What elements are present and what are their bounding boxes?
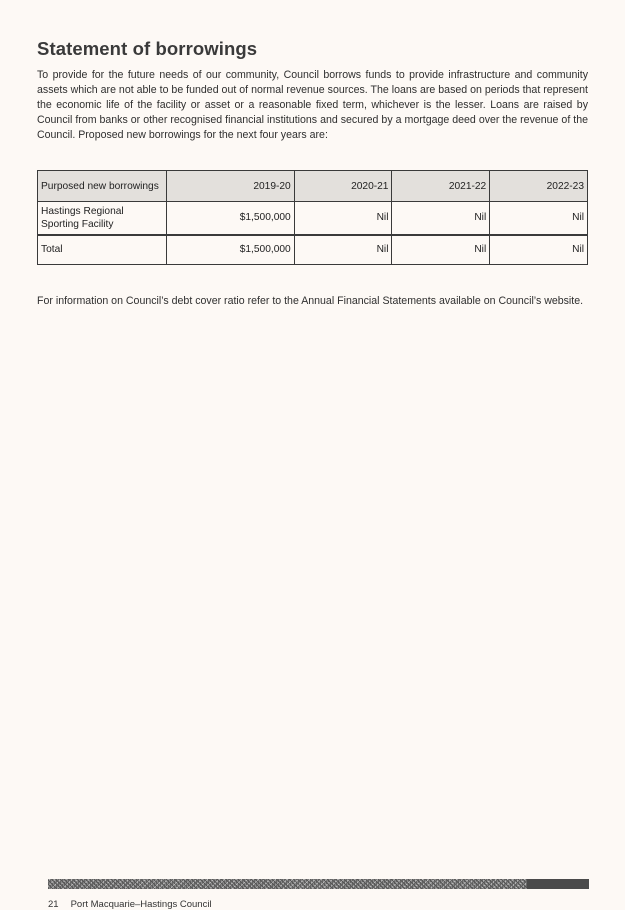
total-2020-21: Nil (294, 235, 392, 265)
row-value-2019-20: $1,500,000 (167, 202, 295, 235)
row-value-2022-23: Nil (490, 202, 588, 235)
header-2021-22: 2021-22 (392, 171, 490, 202)
row-label: Hastings Regional Sporting Facility (38, 202, 167, 235)
footer-organisation: Port Macquarie–Hastings Council (70, 899, 212, 910)
header-2020-21: 2020-21 (294, 171, 392, 202)
page-number: 21 (48, 899, 59, 910)
intro-paragraph: To provide for the future needs of our community, Council borrows funds to provide infrastructure and community assets which are not able to be funded out of normal revenue sources. The loans are based on periods that represent the economic life of the facility or asset or a reasonable fixed term, whichever is the lesser. Loans are raised by Council from banks or other recognised financial institutions and secured by a mortgage deed over the revenue of the Council. Proposed new borrowings for the next four years are: (37, 69, 588, 141)
row-value-2021-22: Nil (392, 202, 490, 235)
footer-solid-block (527, 879, 589, 889)
footer-pattern (48, 879, 527, 889)
page-content (37, 38, 588, 309)
borrowings-table (37, 170, 588, 265)
table-header-row (38, 171, 588, 202)
footer-decorative-band (48, 879, 589, 889)
page-title: Statement of borrowings (37, 38, 258, 59)
debt-ratio-note: For information on Council’s debt cover ratio refer to the Annual Financial Statements available on Council’s website. (37, 295, 584, 307)
total-2021-22: Nil (392, 235, 490, 265)
table-row (38, 202, 588, 235)
header-borrowings: Purposed new borrowings (38, 171, 167, 202)
table-total-row (38, 235, 588, 265)
total-label: Total (38, 235, 167, 265)
row-value-2020-21: Nil (294, 202, 392, 235)
total-2019-20: $1,500,000 (167, 235, 295, 265)
header-2022-23: 2022-23 (490, 171, 588, 202)
page-footer (48, 899, 212, 910)
header-2019-20: 2019-20 (167, 171, 295, 202)
total-2022-23: Nil (490, 235, 588, 265)
